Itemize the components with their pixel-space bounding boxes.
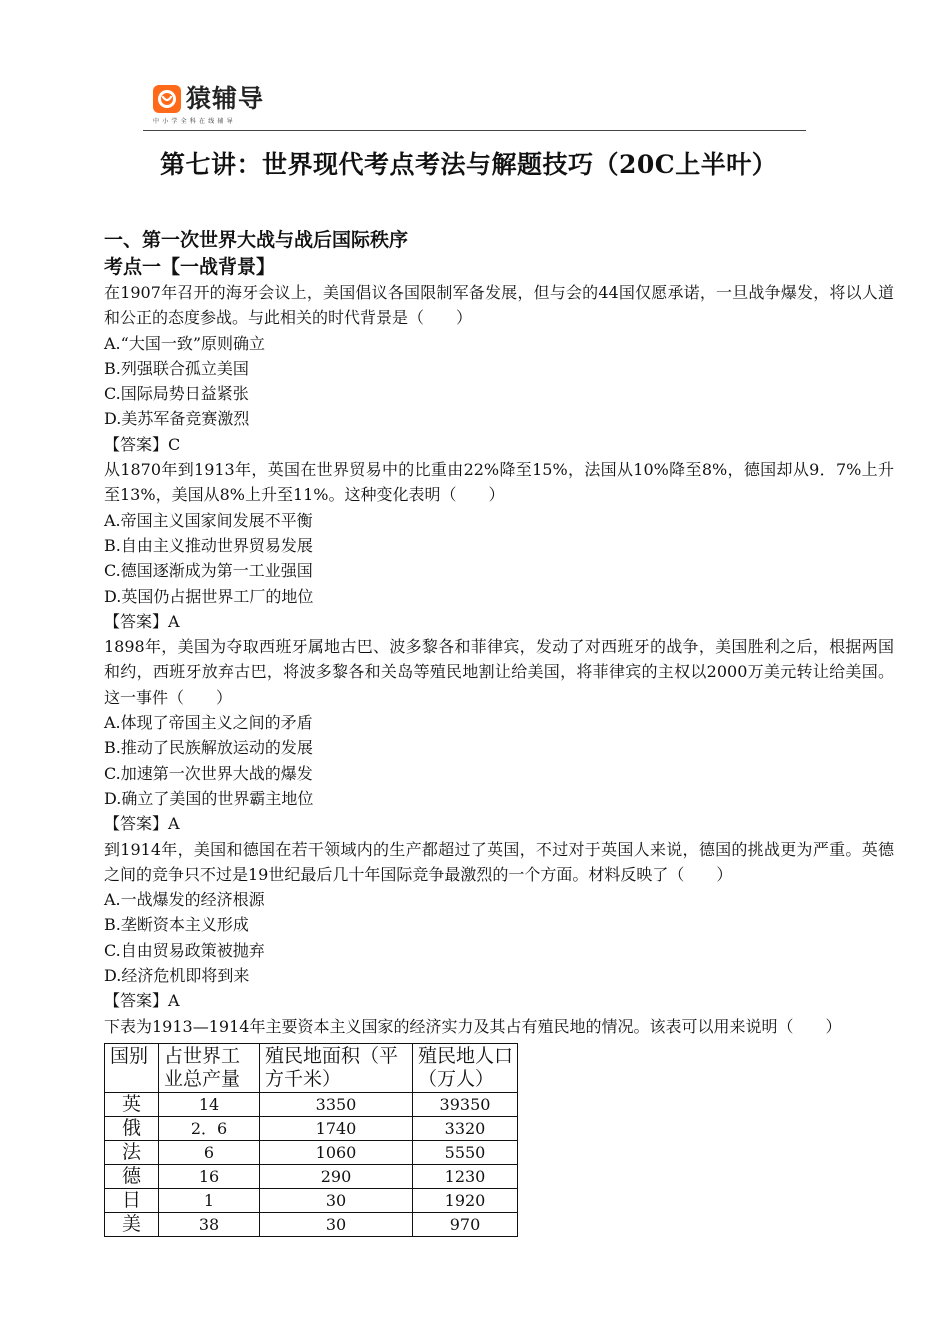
option-d: D.经济危机即将到来 — [104, 966, 250, 986]
option-c: C.国际局势日益紧张 — [104, 384, 249, 404]
page-header — [150, 80, 810, 132]
option-b: B.列强联合孤立美国 — [104, 358, 249, 378]
brand-logo — [153, 82, 264, 116]
table-cell: 14 — [159, 1092, 260, 1116]
table-cell: 39350 — [413, 1092, 518, 1116]
option-a: A.“大国一致”原则确立 — [104, 333, 266, 353]
table-cell: 2．6 — [159, 1116, 260, 1140]
table-cell: 1230 — [413, 1164, 518, 1188]
option-c: C.加速第一次世界大战的爆发 — [104, 763, 313, 783]
brand-name: 猿辅导 — [186, 84, 265, 113]
table-row — [105, 1116, 518, 1140]
kaodian-heading: 考点一【一战背景】 — [104, 256, 276, 278]
table-cell: 3350 — [260, 1092, 413, 1116]
table-header-cell: 国别 — [105, 1043, 159, 1092]
question-4 — [104, 837, 894, 1014]
question-stem: 1898年，美国为夺取西班牙属地古巴、波多黎各和菲律宾，发动了对西班牙的战争，美国胜利之后，根据两国和约，西班牙放弃古巴，将波多黎各和关岛等殖民地割让给美国，将菲律宾的主权以2000万美元转让给美国。这一事件（ ） — [104, 637, 894, 707]
table-header-row — [105, 1043, 518, 1092]
table-cell: 1740 — [260, 1116, 413, 1140]
table-cell: 法 — [105, 1140, 159, 1164]
option-c: C.德国逐渐成为第一工业强国 — [104, 561, 313, 581]
table-row — [105, 1092, 518, 1116]
table-cell: 1920 — [413, 1188, 518, 1212]
brand-logo-icon — [153, 85, 181, 113]
section-heading: 一、第一次世界大战与战后国际秩序 — [104, 229, 409, 251]
table-cell: 1060 — [260, 1140, 413, 1164]
table-header-cell: 殖民地人口（万人） — [413, 1043, 518, 1092]
table-cell: 30 — [260, 1212, 413, 1236]
question-3 — [104, 634, 894, 836]
table-cell: 俄 — [105, 1116, 159, 1140]
table-cell: 英 — [105, 1092, 159, 1116]
question-stem: 到1914年，美国和德国在若干领域内的生产都超过了英国，不过对于英国人来说，德国的挑战更为严重。英德之间的竞争只不过是19世纪最后几十年国际竞争最激烈的一个方面。材料反映了（ ） — [104, 839, 894, 884]
table-cell: 38 — [159, 1212, 260, 1236]
option-b: B.推动了民族解放运动的发展 — [104, 738, 313, 758]
table-row — [105, 1140, 518, 1164]
table-cell: 16 — [159, 1164, 260, 1188]
table-cell: 5550 — [413, 1140, 518, 1164]
table-cell: 3320 — [413, 1116, 518, 1140]
table-cell: 6 — [159, 1140, 260, 1164]
answer: 【答案】A — [104, 814, 180, 834]
brand-tagline: 中小学全科在线辅导 — [153, 118, 236, 125]
question-1 — [104, 280, 894, 457]
question-stem: 从1870年到1913年，英国在世界贸易中的比重由22%降至15%，法国从10%降至8%，德国却从9．7%上升至13%，美国从8%上升至11%。这种变化表明（ ） — [104, 460, 894, 505]
option-d: D.美苏军备竞赛激烈 — [104, 409, 250, 429]
page-title: 第七讲：世界现代考点考法与解题技巧（20C上半叶） — [160, 150, 778, 179]
table-cell: 美 — [105, 1212, 159, 1236]
table-cell: 970 — [413, 1212, 518, 1236]
document-body — [104, 226, 894, 1237]
table-cell: 290 — [260, 1164, 413, 1188]
question-2 — [104, 457, 894, 634]
option-a: A.帝国主义国家间发展不平衡 — [104, 510, 313, 530]
table-cell: 30 — [260, 1188, 413, 1212]
option-c: C.自由贸易政策被抛弃 — [104, 940, 265, 960]
option-b: B.自由主义推动世界贸易发展 — [104, 535, 313, 555]
option-a: A.一战爆发的经济根源 — [104, 890, 265, 910]
answer: 【答案】A — [104, 611, 180, 631]
table-cell: 德 — [105, 1164, 159, 1188]
header-divider — [143, 130, 806, 131]
colony-data-table — [104, 1043, 518, 1237]
option-a: A.体现了帝国主义之间的矛盾 — [104, 713, 313, 733]
option-d: D.英国仍占据世界工厂的地位 — [104, 586, 314, 606]
table-header-cell: 殖民地面积（平方千米） — [260, 1043, 413, 1092]
answer: 【答案】A — [104, 991, 180, 1011]
question-stem: 下表为1913—1914年主要资本主义国家的经济实力及其占有殖民地的情况。该表可以用来说明（ ） — [104, 1016, 842, 1036]
table-cell: 日 — [105, 1188, 159, 1212]
question-5 — [104, 1014, 894, 1237]
table-row — [105, 1212, 518, 1236]
table-row — [105, 1164, 518, 1188]
table-header-cell: 占世界工业总产量 — [159, 1043, 260, 1092]
option-b: B.垄断资本主义形成 — [104, 915, 249, 935]
option-d: D.确立了美国的世界霸主地位 — [104, 788, 314, 808]
table-row — [105, 1188, 518, 1212]
question-stem: 在1907年召开的海牙会议上，美国倡议各国限制军备发展，但与会的44国仅愿承诺，一旦战争爆发，将以人道和公正的态度参战。与此相关的时代背景是（ ） — [104, 283, 894, 328]
answer: 【答案】C — [104, 434, 181, 454]
table-cell: 1 — [159, 1188, 260, 1212]
